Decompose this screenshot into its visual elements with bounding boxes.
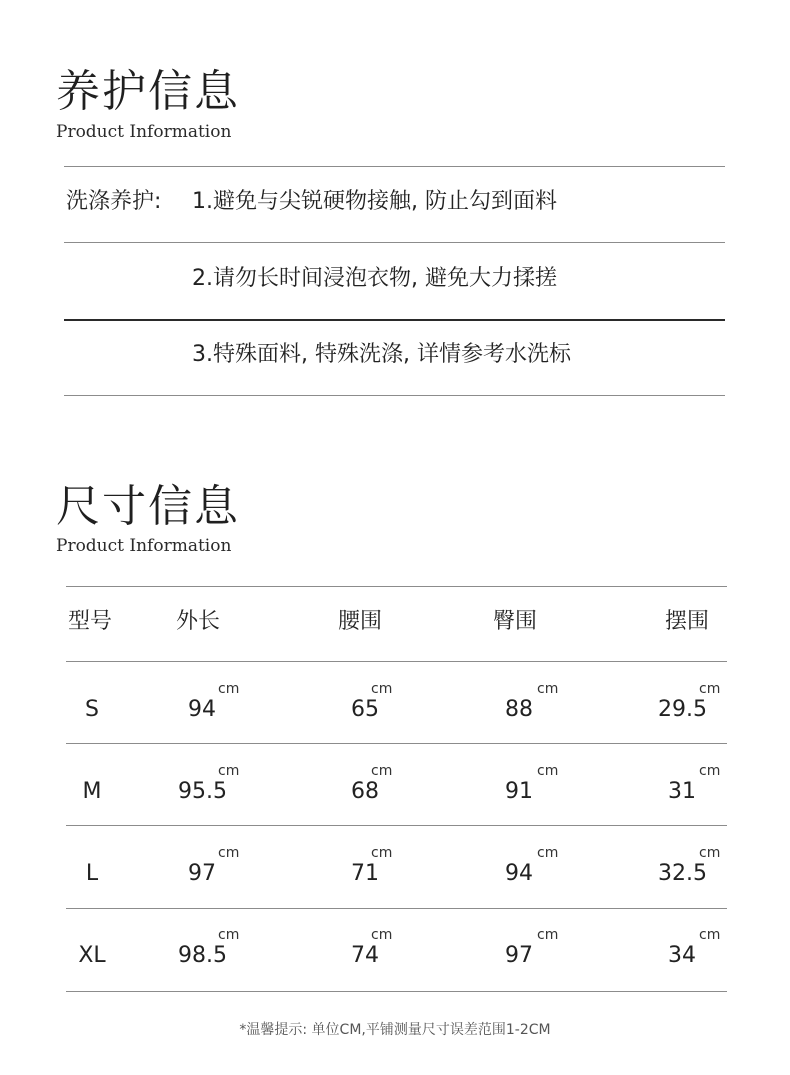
size-table-top-rule xyxy=(66,586,727,587)
cell-waist: 71 xyxy=(351,861,379,886)
unit-label: cm xyxy=(699,763,721,779)
header-hem: 摆围 xyxy=(665,609,710,634)
row-size-s: S xyxy=(85,697,99,722)
care-divider-top xyxy=(64,166,725,167)
cell-hem: 32.5 xyxy=(658,861,707,886)
cell-waist: 65 xyxy=(351,697,379,722)
size-header-rule xyxy=(66,661,727,662)
unit-label: cm xyxy=(699,845,721,861)
header-hip: 臀围 xyxy=(493,609,538,634)
care-item-3: 3.特殊面料, 特殊洗涤, 详情参考水洗标 xyxy=(192,342,571,367)
care-label: 洗涤养护: xyxy=(66,189,162,214)
cell-hem: 31 xyxy=(668,779,696,804)
cell-length: 95.5 xyxy=(178,779,227,804)
size-table-bottom-rule xyxy=(66,991,727,992)
unit-label: cm xyxy=(537,681,559,697)
care-divider-2 xyxy=(64,319,725,321)
row-size-xl: XL xyxy=(78,943,106,968)
row-divider xyxy=(66,825,727,826)
measurement-note: *温馨提示: 单位CM,平铺测量尺寸误差范围1-2CM xyxy=(239,1022,551,1038)
cell-hip: 91 xyxy=(505,779,533,804)
row-size-m: M xyxy=(82,779,102,804)
cell-length: 98.5 xyxy=(178,943,227,968)
unit-label: cm xyxy=(371,845,393,861)
cell-length: 94 xyxy=(188,697,216,722)
header-length: 外长 xyxy=(176,609,221,634)
unit-label: cm xyxy=(537,927,559,943)
unit-label: cm xyxy=(537,763,559,779)
unit-label: cm xyxy=(699,681,721,697)
header-size: 型号 xyxy=(68,609,113,634)
cell-waist: 74 xyxy=(351,943,379,968)
row-divider xyxy=(66,743,727,744)
unit-label: cm xyxy=(699,927,721,943)
unit-label: cm xyxy=(218,845,240,861)
care-item-2: 2.请勿长时间浸泡衣物, 避免大力揉搓 xyxy=(192,266,557,291)
row-divider xyxy=(66,908,727,909)
unit-label: cm xyxy=(371,927,393,943)
header-waist: 腰围 xyxy=(338,609,383,634)
care-title: 养护信息 xyxy=(56,66,240,117)
care-divider-bottom xyxy=(64,395,725,396)
care-item-1: 1.避免与尖锐硬物接触, 防止勾到面料 xyxy=(192,189,557,214)
unit-label: cm xyxy=(371,763,393,779)
cell-hip: 88 xyxy=(505,697,533,722)
unit-label: cm xyxy=(218,927,240,943)
care-divider-1 xyxy=(64,242,725,243)
cell-waist: 68 xyxy=(351,779,379,804)
unit-label: cm xyxy=(218,681,240,697)
cell-hip: 97 xyxy=(505,943,533,968)
unit-label: cm xyxy=(371,681,393,697)
unit-label: cm xyxy=(218,763,240,779)
row-size-l: L xyxy=(85,861,99,886)
cell-hem: 29.5 xyxy=(658,697,707,722)
size-subtitle: Product Information xyxy=(56,536,232,556)
cell-hem: 34 xyxy=(668,943,696,968)
cell-length: 97 xyxy=(188,861,216,886)
cell-hip: 94 xyxy=(505,861,533,886)
size-title: 尺寸信息 xyxy=(56,481,240,532)
care-subtitle: Product Information xyxy=(56,122,232,142)
unit-label: cm xyxy=(537,845,559,861)
